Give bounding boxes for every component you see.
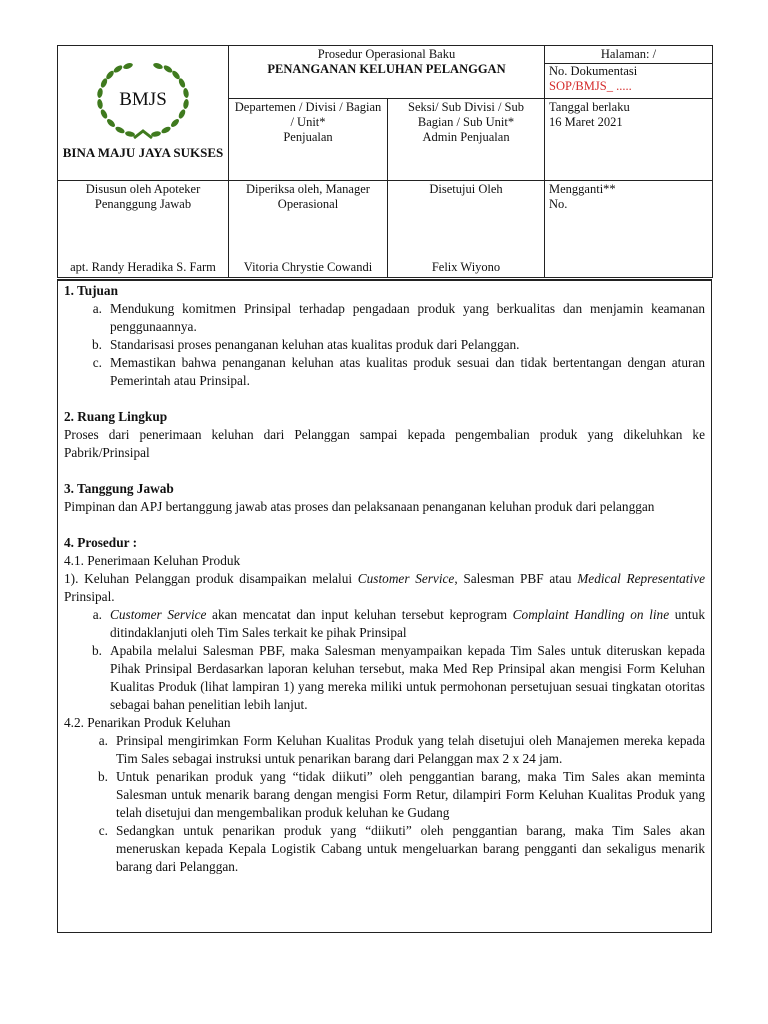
list-marker: a.	[92, 607, 102, 622]
sop-header-table	[57, 45, 713, 278]
intro-part: 1). Keluhan Pelanggan produk disampaikan melalui	[64, 571, 358, 586]
logo-lettering: BMJS	[119, 89, 167, 110]
intro-part: Medical Representative	[577, 571, 705, 586]
list-text: Mendukung komitmen Prinsipal terhadap pengadaan produk yang berkualitas dan menjamin keamanan penggunaannya.	[110, 301, 705, 334]
list-marker: a.	[92, 301, 102, 316]
prepared-by-name: apt. Randy Heradika S. Farm	[70, 260, 216, 274]
section-prosedur-heading: 4. Prosedur :	[64, 535, 138, 550]
department-value: Penjualan	[283, 130, 333, 144]
section-value: Admin Penjualan	[422, 130, 510, 144]
intro-part: Customer Service	[357, 571, 455, 586]
company-name: BINA MAJU JAYA SUKSES	[62, 145, 224, 160]
list-item	[64, 606, 705, 642]
sop-body	[57, 279, 712, 933]
list-item	[64, 336, 705, 354]
tujuan-list	[64, 300, 705, 390]
sop-title: PENANGANAN KELUHAN PELANGGAN	[267, 62, 506, 76]
checked-by-cell	[229, 181, 388, 278]
company-logo-cell	[58, 46, 229, 181]
intro-part: , Salesman PBF atau	[454, 571, 578, 586]
checked-by-name: Vitoria Chrystie Cowandi	[243, 260, 373, 274]
list-text: Standarisasi proses penanganan keluhan atas kualitas produk dari Pelanggan.	[110, 337, 520, 352]
sop-label: Prosedur Operasional Baku	[317, 47, 456, 61]
text-part: untuk ditindaklanjuti oleh Tim Sales terkait ke pihak Prinsipal	[110, 607, 705, 640]
list-marker: b.	[92, 643, 102, 658]
approved-by-label: Disetujui Oleh	[429, 182, 503, 196]
sop-title-cell	[229, 46, 545, 99]
section-cell	[388, 99, 545, 181]
list-item	[64, 732, 705, 768]
text-part: Complaint Handling on line	[512, 607, 670, 622]
department-cell	[229, 99, 388, 181]
page-number: Halaman: /	[545, 46, 712, 64]
intro-part: Prinsipal.	[64, 589, 115, 604]
prepared-by-label: Disusun oleh Apoteker Penanggung Jawab	[85, 182, 201, 211]
list-item	[64, 768, 705, 822]
ruang-lingkup-text: Proses dari penerimaan keluhan dari Pelanggan sampai kepada pengembalian produk yang dikeluhkan ke Pabrik/Prinsipal	[64, 427, 705, 460]
list-marker: c.	[92, 355, 102, 370]
prosedur-intro	[64, 570, 705, 606]
prepared-by-cell	[58, 181, 229, 278]
tanggung-jawab-text: Pimpinan dan APJ bertanggung jawab atas proses dan pelaksanaan penanganan keluhan produk dari pelanggan	[64, 499, 655, 514]
list-item	[64, 300, 705, 336]
laurel-wreath-logo	[88, 53, 198, 145]
list-item	[64, 354, 705, 390]
doc-no-value: SOP/BMJS_ .....	[549, 79, 632, 93]
section-tanggung-jawab-heading: 3. Tanggung Jawab	[64, 481, 174, 496]
section-tujuan-heading: 1. Tujuan	[64, 283, 118, 298]
replaces-label: Mengganti**	[549, 182, 616, 196]
doc-no-label: No. Dokumentasi	[549, 64, 638, 78]
list-text: Memastikan bahwa penanganan keluhan atas kualitas produk sesuai dan tidak bertentangan dengan aturan Pemerintah atau Prinsipal.	[110, 355, 705, 388]
section-label: Seksi/ Sub Divisi / Sub Bagian / Sub Unit*	[408, 100, 524, 129]
checked-by-label: Diperiksa oleh, Manager Operasional	[246, 182, 370, 211]
list-text: Untuk penarikan produk yang “tidak diikuti” oleh penggantian barang, maka Tim Sales akan meminta Salesman untuk menarik barang dengan mengisi Form Retur, dilampiri Form Keluhan Kualitas Produk yang telah disetujui dan mengembalikan produk keluhan ke Gudang	[116, 769, 705, 820]
subsection-4-1-title: 4.1. Penerimaan Keluhan Produk	[64, 553, 241, 568]
sop-document	[57, 45, 712, 933]
list-marker: b.	[92, 337, 102, 352]
text-part: Customer Service	[110, 607, 207, 622]
replaces-cell	[545, 181, 713, 278]
list-text: Sedangkan untuk penarikan produk yang “diikuti” oleh penggantian barang, maka Tim Sales akan meneruskan kepada Kepala Logistik Cabang untuk mengeluarkan barang pengganti dan sekaligus menarik barang dari Pelanggan.	[116, 823, 705, 874]
effective-date-label: Tanggal berlaku	[549, 100, 630, 114]
list-item	[64, 642, 705, 714]
department-label: Departemen / Divisi / Bagian / Unit*	[234, 100, 382, 129]
effective-date-cell	[545, 99, 713, 181]
doc-meta-cell	[545, 46, 713, 99]
replaces-no: No.	[549, 197, 568, 211]
effective-date-value: 16 Maret 2021	[549, 115, 623, 129]
approved-by-cell	[388, 181, 545, 278]
list-text: Prinsipal mengirimkan Form Keluhan Kualitas Produk yang telah disetujui oleh Manajemen mereka kepada Tim Sales sebagai instruksi untuk penarikan barang dari Pelanggan max 2 x 24 jam.	[116, 733, 705, 766]
list-item	[64, 822, 705, 876]
list-text: Apabila melalui Salesman PBF, maka Salesman menyampaikan kepada Tim Sales untuk diteruskan kepada Pihak Prinsipal Berdasarkan laporan keluhan tersebut, maka Med Rep Prinsipal akan mengisi Form Keluhan Kualitas Produk (lihat lampiran 1) yang mereka miliki untuk permohonan persetujuan sesuai tingkatan otoritas sebagai bahan penelitian lebih lanjut.	[110, 643, 705, 712]
text-part: akan mencatat dan input keluhan tersebut keprogram	[206, 607, 513, 622]
subsection-4-2-title: 4.2. Penarikan Produk Keluhan	[64, 715, 231, 730]
list-marker: b.	[98, 769, 108, 784]
section-ruang-lingkup-heading: 2. Ruang Lingkup	[64, 409, 168, 424]
list-marker: c.	[98, 823, 108, 838]
list-marker: a.	[98, 733, 108, 748]
approved-by-name: Felix Wiyono	[431, 260, 501, 274]
list-text	[110, 606, 705, 642]
